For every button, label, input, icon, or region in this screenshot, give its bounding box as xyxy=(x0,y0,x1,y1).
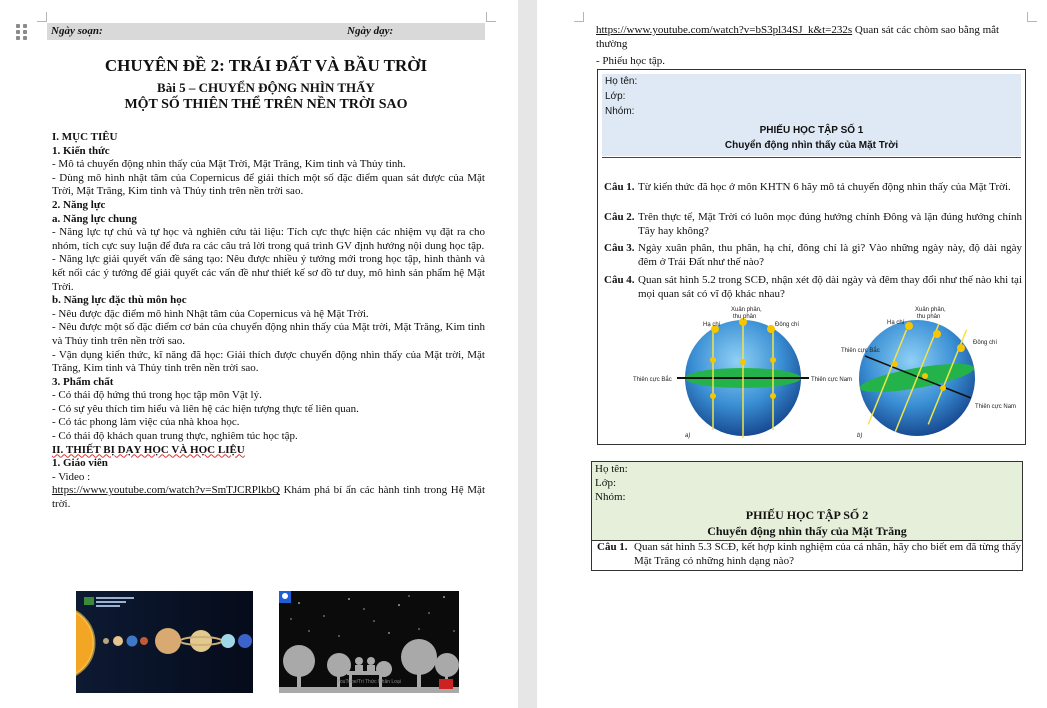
celestial-sphere-figure xyxy=(625,304,1025,440)
night-sky-image xyxy=(279,591,459,693)
page-corner-mark xyxy=(486,12,496,22)
video-thumbnail-solar-system[interactable] xyxy=(76,591,253,693)
page-corner-mark xyxy=(1027,12,1037,22)
label-equinox-a: Xuân phân, xyxy=(731,307,762,313)
header-bar xyxy=(47,23,485,40)
question-number: Câu 1. xyxy=(604,181,635,193)
figure-tag-a: a) xyxy=(685,433,691,439)
divider xyxy=(602,157,1021,158)
subsection-heading: a. Năng lực chung xyxy=(52,212,137,225)
name-label: Họ tên: xyxy=(595,463,628,475)
video-link[interactable]: https://www.youtube.com/watch?v=SmTJCRPlkbQ xyxy=(52,484,280,497)
subsection-heading: b. Năng lực đặc thù môn học xyxy=(52,294,187,307)
paragraph: - Vận dụng kiến thức, kĩ năng đã học: Giải thích được chuyển động nhìn thấy của Mặt trời, Mặt Trăng, Kim tinh và Thủy tinh trên nền trời sao. xyxy=(52,348,485,375)
group-label: Nhóm: xyxy=(595,491,626,503)
class-label: Lớp: xyxy=(605,91,626,102)
label-equinox-b: Xuân phân, xyxy=(915,307,946,313)
worksheet-subtitle: Chuyển động nhìn thấy của Mặt Trời xyxy=(724,140,899,151)
paragraph: - Có tác phong làm việc của nhà khoa học. xyxy=(52,416,240,429)
subsection-heading: 1. Kiến thức xyxy=(52,144,110,157)
link-description: Khám phá bí ẩn các hành tinh trong Hệ Mặt trời. xyxy=(52,484,485,511)
subsection-heading: 1. Giáo viên xyxy=(52,457,108,470)
worksheet-1 xyxy=(597,69,1026,445)
lesson-subtitle: MỘT SỐ THIÊN THỂ TRÊN NỀN TRỜI SAO xyxy=(124,97,408,112)
section-heading: I. MỤC TIÊU xyxy=(52,131,118,143)
question-text: Quan sát hình 5.3 SCĐ, kết hợp kinh nghiệm của cá nhân, hãy cho biết em đã từng thấy Mặt Trăng có những hình dạng nào? xyxy=(634,541,1021,567)
question-item xyxy=(604,211,1022,238)
figure-tag-b: b) xyxy=(857,433,863,439)
drag-handle-icon[interactable] xyxy=(16,24,30,38)
worksheet-2 xyxy=(591,461,1023,571)
label-south-a: Thiên cực Nam xyxy=(811,377,853,383)
video-thumbnail-night-sky[interactable] xyxy=(279,591,459,693)
paragraph: - Có thái độ hứng thú trong học tập môn Vật lý. xyxy=(52,389,262,402)
lesson-title: Bài 5 – CHUYỂN ĐỘNG NHÌN THẤY xyxy=(157,80,375,95)
question-item xyxy=(597,541,1021,568)
label-equinox2-a: thu phân xyxy=(733,314,757,320)
question-item xyxy=(604,181,1022,195)
name-label: Họ tên: xyxy=(605,76,638,87)
question-text: Trên thực tế, Mặt Trời có luôn mọc đúng hướng chính Đông và lặn đúng hướng chính Tây hay không? xyxy=(638,211,1022,237)
paragraph: - Có thái độ khách quan trung thực, nghiêm túc học tập. xyxy=(52,430,298,443)
worksheet-line: - Phiếu học tập. xyxy=(596,55,666,67)
subsection-heading: 3. Phẩm chất xyxy=(52,375,114,388)
subsection-heading: 2. Năng lực xyxy=(52,198,106,211)
question-item xyxy=(604,274,1022,301)
paragraph: - Nêu được một số đặc điểm cơ bản của chuyển động nhìn thấy của Mặt trời, Mặt Trăng, Kim tinh và Thủy tinh trên nền trời sao. xyxy=(52,321,485,347)
label-winter-b: Đông chí xyxy=(973,340,998,346)
page-gutter xyxy=(518,0,537,708)
document-page-2 xyxy=(537,0,1047,708)
question-number: Câu 1. xyxy=(597,541,628,553)
page-corner-mark xyxy=(37,12,47,22)
video-link[interactable]: https://www.youtube.com/watch?v=bS3pl34SJ_k&t=232s xyxy=(596,24,853,36)
solar-system-image xyxy=(76,591,253,693)
paragraph: - Video : xyxy=(52,470,91,483)
question-number: Câu 3. xyxy=(604,242,635,254)
label-north-b: Thiên cực Bắc xyxy=(841,348,880,354)
label-winter-a: Đông chí xyxy=(775,322,800,328)
section-heading: II. THIẾT BỊ DẠY HỌC VÀ HỌC LIỆU xyxy=(52,443,245,456)
worksheet-subtitle: Chuyển động nhìn thấy của Mặt Trăng xyxy=(707,524,907,538)
page-corner-mark xyxy=(574,12,584,22)
paragraph: - Có sự yêu thích tìm hiểu và liên hệ các hiện tượng thực tế liên quan. xyxy=(52,402,359,415)
question-text: Ngày xuân phân, thu phân, hạ chí, đông chí là gì? Vào những ngày này, độ dài ngày đêm ở Trái Đất như thế nào? xyxy=(638,242,1022,268)
paragraph: - Năng lực giải quyết vấn đề sáng tạo: Nêu được nhiều ý tưởng mới trong học tập, hình thành và kết nối các ý tưởng để giải quyết các vấn đề như thiết kế sơ đồ tư duy, mô hình sản phẩm hệ Mặt Trời. xyxy=(52,253,485,293)
question-number: Câu 4. xyxy=(604,274,635,286)
sphere-a xyxy=(677,318,809,438)
worksheet-title: PHIẾU HỌC TẬP SỐ 1 xyxy=(759,125,864,136)
class-label: Lớp: xyxy=(595,477,617,489)
label-summer-b: Hạ chí xyxy=(887,320,905,326)
group-label: Nhóm: xyxy=(605,106,635,117)
link-description: Quan sát các chòm sao bằng mắt thường xyxy=(596,24,1000,50)
label-summer-a: Hạ chí xyxy=(703,322,721,328)
date-prepared-label: Ngày soạn: xyxy=(51,25,103,37)
sphere-b xyxy=(858,320,976,436)
label-north-a: Thiên cực Bắc xyxy=(633,377,672,383)
paragraph: - Năng lực tự chủ và tự học và nghiên cứu tài liệu: Tích cực thực hiện các nhiệm vụ đặt ra cho nhóm, tích cực suy luận để đưa ra các câu trả lời trong quá trình GV định hướng nội dung học tập. xyxy=(52,226,485,252)
document-title: CHUYÊN ĐỀ 2: TRÁI ĐẤT VÀ BẦU TRỜI xyxy=(104,56,428,75)
label-equinox2-b: thu phân xyxy=(917,314,941,320)
question-text: Từ kiến thức đã học ở môn KHTN 6 hãy mô tả chuyển động nhìn thấy của Mặt Trời. xyxy=(638,181,1011,193)
document-page-1 xyxy=(0,0,518,708)
label-south-b: Thiên cực Nam xyxy=(975,404,1017,410)
paragraph: - Dùng mô hình nhật tâm của Copernicus để giải thích một số đặc điểm quan sát được của Mặt Trời, Mặt Trăng, Kim tinh và Thủy tinh trên nền trời sao. xyxy=(52,171,485,198)
paragraph: - Nêu được đặc điểm mô hình Nhật tâm của Copernicus và hệ Mặt Trời. xyxy=(52,307,369,320)
question-item xyxy=(604,242,1022,269)
worksheet-title: PHIẾU HỌC TẬP SỐ 2 xyxy=(745,508,869,522)
date-taught-label: Ngày dạy: xyxy=(347,25,394,37)
question-number: Câu 2. xyxy=(604,211,635,223)
question-text: Quan sát hình 5.2 trong SCĐ, nhận xét độ dài ngày và đêm thay đổi như thế nào khi tại mọi quan sát có vĩ độ khác nhau? xyxy=(638,274,1022,300)
document-body xyxy=(52,131,485,512)
video-link-paragraph xyxy=(596,24,1029,51)
thumbnail-caption: YouTube/Tri Thức Nhân Loại xyxy=(337,679,401,685)
paragraph: - Mô tả chuyển động nhìn thấy của Mặt Trời, Mặt Trăng, Kim tinh và Thủy tinh. xyxy=(52,158,406,171)
